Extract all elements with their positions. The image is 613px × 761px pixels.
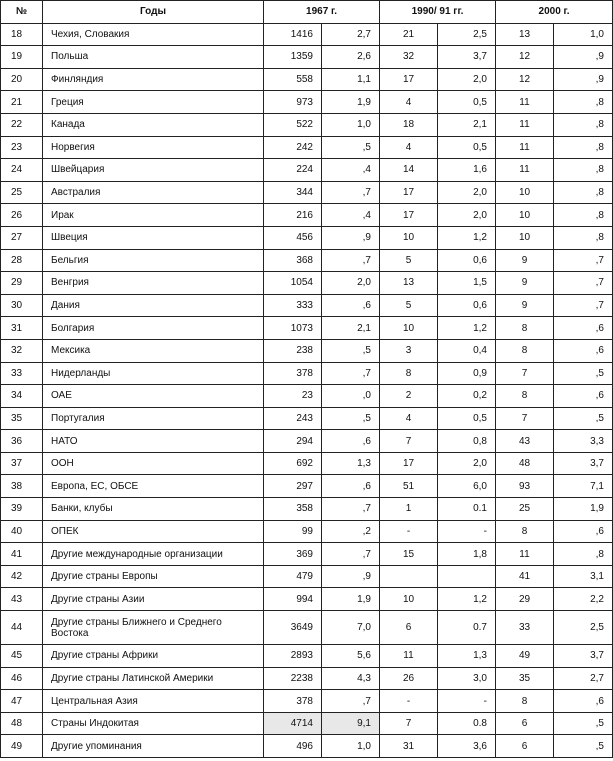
value-1967-count: 1073 <box>264 317 322 340</box>
value-1990-percent: 0,6 <box>438 294 496 317</box>
value-1967-count: 297 <box>264 475 322 498</box>
value-2000-count: 8 <box>496 317 554 340</box>
value-2000-count: 8 <box>496 339 554 362</box>
row-name: Другие страны Азии <box>43 588 264 611</box>
value-1990-percent: 1,5 <box>438 272 496 295</box>
value-2000-count: 41 <box>496 565 554 588</box>
row-name: Португалия <box>43 407 264 430</box>
row-number: 21 <box>1 91 43 114</box>
row-number: 19 <box>1 46 43 69</box>
row-number: 38 <box>1 475 43 498</box>
value-1967-count: 973 <box>264 91 322 114</box>
value-1967-count: 558 <box>264 68 322 91</box>
value-2000-count: 10 <box>496 181 554 204</box>
value-1967-percent: ,7 <box>322 498 380 521</box>
value-1990-count: 2 <box>380 385 438 408</box>
value-1967-percent: 5,6 <box>322 645 380 668</box>
value-1990-percent <box>438 565 496 588</box>
value-2000-percent: ,8 <box>554 113 613 136</box>
value-1990-count: 18 <box>380 113 438 136</box>
row-name: ООН <box>43 452 264 475</box>
value-1967-count: 1416 <box>264 23 322 46</box>
row-name: Швеция <box>43 226 264 249</box>
value-1967-percent: ,4 <box>322 204 380 227</box>
value-2000-count: 29 <box>496 588 554 611</box>
value-2000-count: 7 <box>496 407 554 430</box>
value-1990-percent: 0,2 <box>438 385 496 408</box>
value-2000-count: 43 <box>496 430 554 453</box>
table-row <box>1 475 613 498</box>
value-2000-count: 13 <box>496 23 554 46</box>
value-1990-percent: 0,5 <box>438 136 496 159</box>
value-2000-percent: ,6 <box>554 317 613 340</box>
row-number: 28 <box>1 249 43 272</box>
row-name: Другие упоминания <box>43 735 264 758</box>
table-row <box>1 339 613 362</box>
value-1990-percent: 2,0 <box>438 204 496 227</box>
value-2000-percent: ,6 <box>554 339 613 362</box>
value-2000-percent: ,5 <box>554 407 613 430</box>
value-1967-count: 994 <box>264 588 322 611</box>
table-row <box>1 204 613 227</box>
row-number: 37 <box>1 452 43 475</box>
value-1967-percent: 2,6 <box>322 46 380 69</box>
value-2000-percent: ,8 <box>554 226 613 249</box>
value-1967-count: 358 <box>264 498 322 521</box>
value-1967-percent: ,2 <box>322 520 380 543</box>
table-row <box>1 690 613 713</box>
value-1990-count: 3 <box>380 339 438 362</box>
value-1990-percent: 0,9 <box>438 362 496 385</box>
value-2000-percent: ,6 <box>554 385 613 408</box>
row-name: Мексика <box>43 339 264 362</box>
header-2000: 2000 г. <box>496 1 613 24</box>
value-1990-percent: 0,5 <box>438 407 496 430</box>
value-2000-count: 9 <box>496 294 554 317</box>
value-1990-count: 10 <box>380 226 438 249</box>
value-1990-percent: 0,4 <box>438 339 496 362</box>
row-name: Австралия <box>43 181 264 204</box>
value-1967-percent: ,5 <box>322 136 380 159</box>
value-1990-percent: 0.1 <box>438 498 496 521</box>
value-1967-percent: 1,3 <box>322 452 380 475</box>
value-2000-count: 9 <box>496 249 554 272</box>
value-2000-percent: 1,9 <box>554 498 613 521</box>
value-1967-count: 522 <box>264 113 322 136</box>
value-1967-count: 368 <box>264 249 322 272</box>
row-name: Швейцария <box>43 159 264 182</box>
table-row <box>1 136 613 159</box>
value-1990-count: 15 <box>380 543 438 566</box>
value-1990-count: 32 <box>380 46 438 69</box>
value-1967-percent: ,7 <box>322 362 380 385</box>
row-number: 25 <box>1 181 43 204</box>
value-2000-count: 9 <box>496 272 554 295</box>
table-row <box>1 645 613 668</box>
row-number: 31 <box>1 317 43 340</box>
row-name: ОАЕ <box>43 385 264 408</box>
value-2000-percent: ,5 <box>554 712 613 735</box>
table-row <box>1 68 613 91</box>
table-row <box>1 113 613 136</box>
value-2000-count: 10 <box>496 204 554 227</box>
value-1990-count: 6 <box>380 611 438 645</box>
value-1990-count: 10 <box>380 317 438 340</box>
row-number: 41 <box>1 543 43 566</box>
row-name: Другие страны Европы <box>43 565 264 588</box>
table-row <box>1 452 613 475</box>
row-number: 48 <box>1 712 43 735</box>
value-1967-count: 224 <box>264 159 322 182</box>
value-1990-count: 7 <box>380 712 438 735</box>
value-1990-count: 14 <box>380 159 438 182</box>
value-2000-count: 12 <box>496 68 554 91</box>
value-2000-percent: ,5 <box>554 735 613 758</box>
row-number: 39 <box>1 498 43 521</box>
value-2000-count: 10 <box>496 226 554 249</box>
value-2000-percent: ,5 <box>554 362 613 385</box>
value-1990-count: 4 <box>380 407 438 430</box>
row-number: 45 <box>1 645 43 668</box>
value-1990-count <box>380 565 438 588</box>
row-number: 36 <box>1 430 43 453</box>
row-number: 46 <box>1 667 43 690</box>
row-name: Другие страны Ближнего и Среднего Востока <box>43 611 264 645</box>
row-name: Чехия, Словакия <box>43 23 264 46</box>
value-1990-percent: 2,1 <box>438 113 496 136</box>
value-2000-count: 35 <box>496 667 554 690</box>
row-name: Европа, ЕС, ОБСЕ <box>43 475 264 498</box>
value-1990-count: 8 <box>380 362 438 385</box>
row-name: Норвегия <box>43 136 264 159</box>
value-2000-count: 11 <box>496 159 554 182</box>
table-row <box>1 611 613 645</box>
value-2000-count: 8 <box>496 520 554 543</box>
value-1990-count: 7 <box>380 430 438 453</box>
value-1967-percent: ,9 <box>322 565 380 588</box>
value-1967-percent: ,5 <box>322 339 380 362</box>
value-2000-percent: ,7 <box>554 294 613 317</box>
value-1967-percent: 1,9 <box>322 588 380 611</box>
header-number: № <box>1 1 43 24</box>
value-1967-count: 378 <box>264 690 322 713</box>
header-1990-91: 1990/ 91 гг. <box>380 1 496 24</box>
table-row <box>1 226 613 249</box>
value-2000-percent: 2,2 <box>554 588 613 611</box>
value-1967-percent: ,7 <box>322 181 380 204</box>
value-2000-count: 48 <box>496 452 554 475</box>
header-1967: 1967 г. <box>264 1 380 24</box>
value-1967-percent: ,6 <box>322 294 380 317</box>
value-1990-count: 4 <box>380 136 438 159</box>
table-row <box>1 543 613 566</box>
value-1967-count: 242 <box>264 136 322 159</box>
row-number: 18 <box>1 23 43 46</box>
value-1990-count: 13 <box>380 272 438 295</box>
row-name: Страны Индокитая <box>43 712 264 735</box>
value-1967-percent: 1,0 <box>322 113 380 136</box>
value-2000-count: 12 <box>496 46 554 69</box>
table-row <box>1 91 613 114</box>
table-row <box>1 181 613 204</box>
value-1967-count: 4714 <box>264 712 322 735</box>
value-1990-percent: - <box>438 690 496 713</box>
row-name: Греция <box>43 91 264 114</box>
value-1990-count: 1 <box>380 498 438 521</box>
row-number: 42 <box>1 565 43 588</box>
row-number: 40 <box>1 520 43 543</box>
value-1967-percent: ,6 <box>322 430 380 453</box>
value-1967-count: 692 <box>264 452 322 475</box>
value-1990-count: - <box>380 690 438 713</box>
value-1990-percent: 2,5 <box>438 23 496 46</box>
value-1990-percent: 0,6 <box>438 249 496 272</box>
table-row <box>1 667 613 690</box>
value-1967-percent: ,7 <box>322 249 380 272</box>
value-2000-percent: 3,1 <box>554 565 613 588</box>
value-1990-count: 26 <box>380 667 438 690</box>
value-1990-percent: 3,7 <box>438 46 496 69</box>
value-1990-count: 5 <box>380 294 438 317</box>
value-1990-percent: 1,2 <box>438 588 496 611</box>
value-2000-percent: ,7 <box>554 249 613 272</box>
value-2000-percent: 2,5 <box>554 611 613 645</box>
value-2000-percent: ,9 <box>554 68 613 91</box>
value-2000-percent: ,7 <box>554 272 613 295</box>
row-number: 43 <box>1 588 43 611</box>
value-1990-percent: 2,0 <box>438 181 496 204</box>
value-2000-count: 7 <box>496 362 554 385</box>
value-1990-count: 5 <box>380 249 438 272</box>
table-row <box>1 23 613 46</box>
value-1967-percent: 2,7 <box>322 23 380 46</box>
value-1967-percent: ,4 <box>322 159 380 182</box>
table-row <box>1 735 613 758</box>
value-1990-count: 21 <box>380 23 438 46</box>
value-1967-percent: 1,9 <box>322 91 380 114</box>
row-name: Другие международные организации <box>43 543 264 566</box>
value-1990-percent: 1,6 <box>438 159 496 182</box>
table-row <box>1 385 613 408</box>
value-1967-count: 344 <box>264 181 322 204</box>
table-row <box>1 498 613 521</box>
value-1990-percent: 3,6 <box>438 735 496 758</box>
value-1990-count: 17 <box>380 68 438 91</box>
value-1967-percent: ,9 <box>322 226 380 249</box>
table-row <box>1 430 613 453</box>
row-number: 34 <box>1 385 43 408</box>
value-2000-percent: 7,1 <box>554 475 613 498</box>
value-1990-percent: - <box>438 520 496 543</box>
value-1967-count: 456 <box>264 226 322 249</box>
value-2000-percent: ,8 <box>554 181 613 204</box>
value-1967-percent: ,7 <box>322 543 380 566</box>
value-1967-count: 496 <box>264 735 322 758</box>
value-1967-percent: 1,1 <box>322 68 380 91</box>
value-1967-count: 2238 <box>264 667 322 690</box>
table-row <box>1 407 613 430</box>
value-1967-percent: 4,3 <box>322 667 380 690</box>
value-1990-count: 17 <box>380 204 438 227</box>
value-2000-percent: ,8 <box>554 204 613 227</box>
header-years: Годы <box>43 1 264 24</box>
row-number: 44 <box>1 611 43 645</box>
value-2000-percent: 3,7 <box>554 645 613 668</box>
value-1990-percent: 0,5 <box>438 91 496 114</box>
value-1990-percent: 6,0 <box>438 475 496 498</box>
row-number: 23 <box>1 136 43 159</box>
value-1967-percent: 1,0 <box>322 735 380 758</box>
value-2000-count: 33 <box>496 611 554 645</box>
row-number: 35 <box>1 407 43 430</box>
row-number: 33 <box>1 362 43 385</box>
value-1967-count: 479 <box>264 565 322 588</box>
value-1990-percent: 2,0 <box>438 68 496 91</box>
value-1967-percent: ,0 <box>322 385 380 408</box>
row-name: Дания <box>43 294 264 317</box>
value-1967-percent: 2,1 <box>322 317 380 340</box>
value-1990-percent: 0.8 <box>438 712 496 735</box>
value-2000-count: 8 <box>496 690 554 713</box>
value-2000-count: 8 <box>496 385 554 408</box>
value-1990-percent: 1,2 <box>438 317 496 340</box>
value-1990-percent: 0.7 <box>438 611 496 645</box>
value-2000-percent: ,9 <box>554 46 613 69</box>
header-row <box>1 1 613 24</box>
table-row <box>1 520 613 543</box>
row-number: 30 <box>1 294 43 317</box>
value-2000-count: 93 <box>496 475 554 498</box>
value-1990-count: 17 <box>380 181 438 204</box>
value-2000-count: 11 <box>496 136 554 159</box>
row-name: Канада <box>43 113 264 136</box>
row-number: 20 <box>1 68 43 91</box>
value-1967-percent: ,6 <box>322 475 380 498</box>
row-number: 29 <box>1 272 43 295</box>
row-name: Польша <box>43 46 264 69</box>
value-1990-percent: 3,0 <box>438 667 496 690</box>
value-1967-percent: ,7 <box>322 690 380 713</box>
value-1990-count: 11 <box>380 645 438 668</box>
value-2000-count: 11 <box>496 113 554 136</box>
value-1967-percent: ,5 <box>322 407 380 430</box>
row-name: Ирак <box>43 204 264 227</box>
row-name: Финляндия <box>43 68 264 91</box>
value-1990-percent: 1,2 <box>438 226 496 249</box>
table-row <box>1 317 613 340</box>
row-name: Нидерланды <box>43 362 264 385</box>
row-number: 24 <box>1 159 43 182</box>
value-2000-count: 25 <box>496 498 554 521</box>
row-name: НАТО <box>43 430 264 453</box>
row-number: 47 <box>1 690 43 713</box>
value-1967-count: 2893 <box>264 645 322 668</box>
row-name: Болгария <box>43 317 264 340</box>
value-1990-percent: 0,8 <box>438 430 496 453</box>
row-number: 49 <box>1 735 43 758</box>
row-name: Другие страны Африки <box>43 645 264 668</box>
value-2000-percent: ,6 <box>554 690 613 713</box>
table-row <box>1 46 613 69</box>
row-name: Другие страны Латинской Америки <box>43 667 264 690</box>
value-1990-percent: 2,0 <box>438 452 496 475</box>
value-2000-count: 6 <box>496 712 554 735</box>
row-number: 26 <box>1 204 43 227</box>
value-2000-percent: ,8 <box>554 91 613 114</box>
value-2000-percent: 1,0 <box>554 23 613 46</box>
value-2000-count: 11 <box>496 91 554 114</box>
table-row <box>1 294 613 317</box>
value-2000-percent: 3,7 <box>554 452 613 475</box>
value-1990-count: 4 <box>380 91 438 114</box>
value-1967-percent: 7,0 <box>322 611 380 645</box>
value-1967-count: 238 <box>264 339 322 362</box>
value-2000-percent: ,8 <box>554 543 613 566</box>
value-1967-count: 243 <box>264 407 322 430</box>
table-row <box>1 588 613 611</box>
value-1990-count: 17 <box>380 452 438 475</box>
row-name: Бельгия <box>43 249 264 272</box>
value-1967-percent: 9,1 <box>322 712 380 735</box>
table-row <box>1 159 613 182</box>
value-2000-count: 49 <box>496 645 554 668</box>
value-2000-count: 11 <box>496 543 554 566</box>
table-body <box>1 23 613 757</box>
row-name: Венгрия <box>43 272 264 295</box>
value-1990-count: 51 <box>380 475 438 498</box>
table-row <box>1 249 613 272</box>
row-name: Банки, клубы <box>43 498 264 521</box>
row-number: 22 <box>1 113 43 136</box>
value-1990-count: 10 <box>380 588 438 611</box>
value-1967-count: 216 <box>264 204 322 227</box>
table-row <box>1 565 613 588</box>
value-2000-percent: 2,7 <box>554 667 613 690</box>
value-2000-percent: ,8 <box>554 136 613 159</box>
value-1990-percent: 1,3 <box>438 645 496 668</box>
value-1967-count: 23 <box>264 385 322 408</box>
value-1967-count: 1054 <box>264 272 322 295</box>
value-2000-count: 6 <box>496 735 554 758</box>
table-row <box>1 712 613 735</box>
table-row <box>1 272 613 295</box>
value-1967-count: 3649 <box>264 611 322 645</box>
value-1990-count: - <box>380 520 438 543</box>
value-1967-count: 369 <box>264 543 322 566</box>
value-2000-percent: 3,3 <box>554 430 613 453</box>
value-2000-percent: ,6 <box>554 520 613 543</box>
row-number: 27 <box>1 226 43 249</box>
value-1967-count: 333 <box>264 294 322 317</box>
value-1967-count: 378 <box>264 362 322 385</box>
row-name: ОПЕК <box>43 520 264 543</box>
value-1967-count: 1359 <box>264 46 322 69</box>
table-row <box>1 362 613 385</box>
value-1967-count: 294 <box>264 430 322 453</box>
value-1967-percent: 2,0 <box>322 272 380 295</box>
row-number: 32 <box>1 339 43 362</box>
value-1990-percent: 1,8 <box>438 543 496 566</box>
value-2000-percent: ,8 <box>554 159 613 182</box>
value-1990-count: 31 <box>380 735 438 758</box>
row-name: Центральная Азия <box>43 690 264 713</box>
value-1967-count: 99 <box>264 520 322 543</box>
